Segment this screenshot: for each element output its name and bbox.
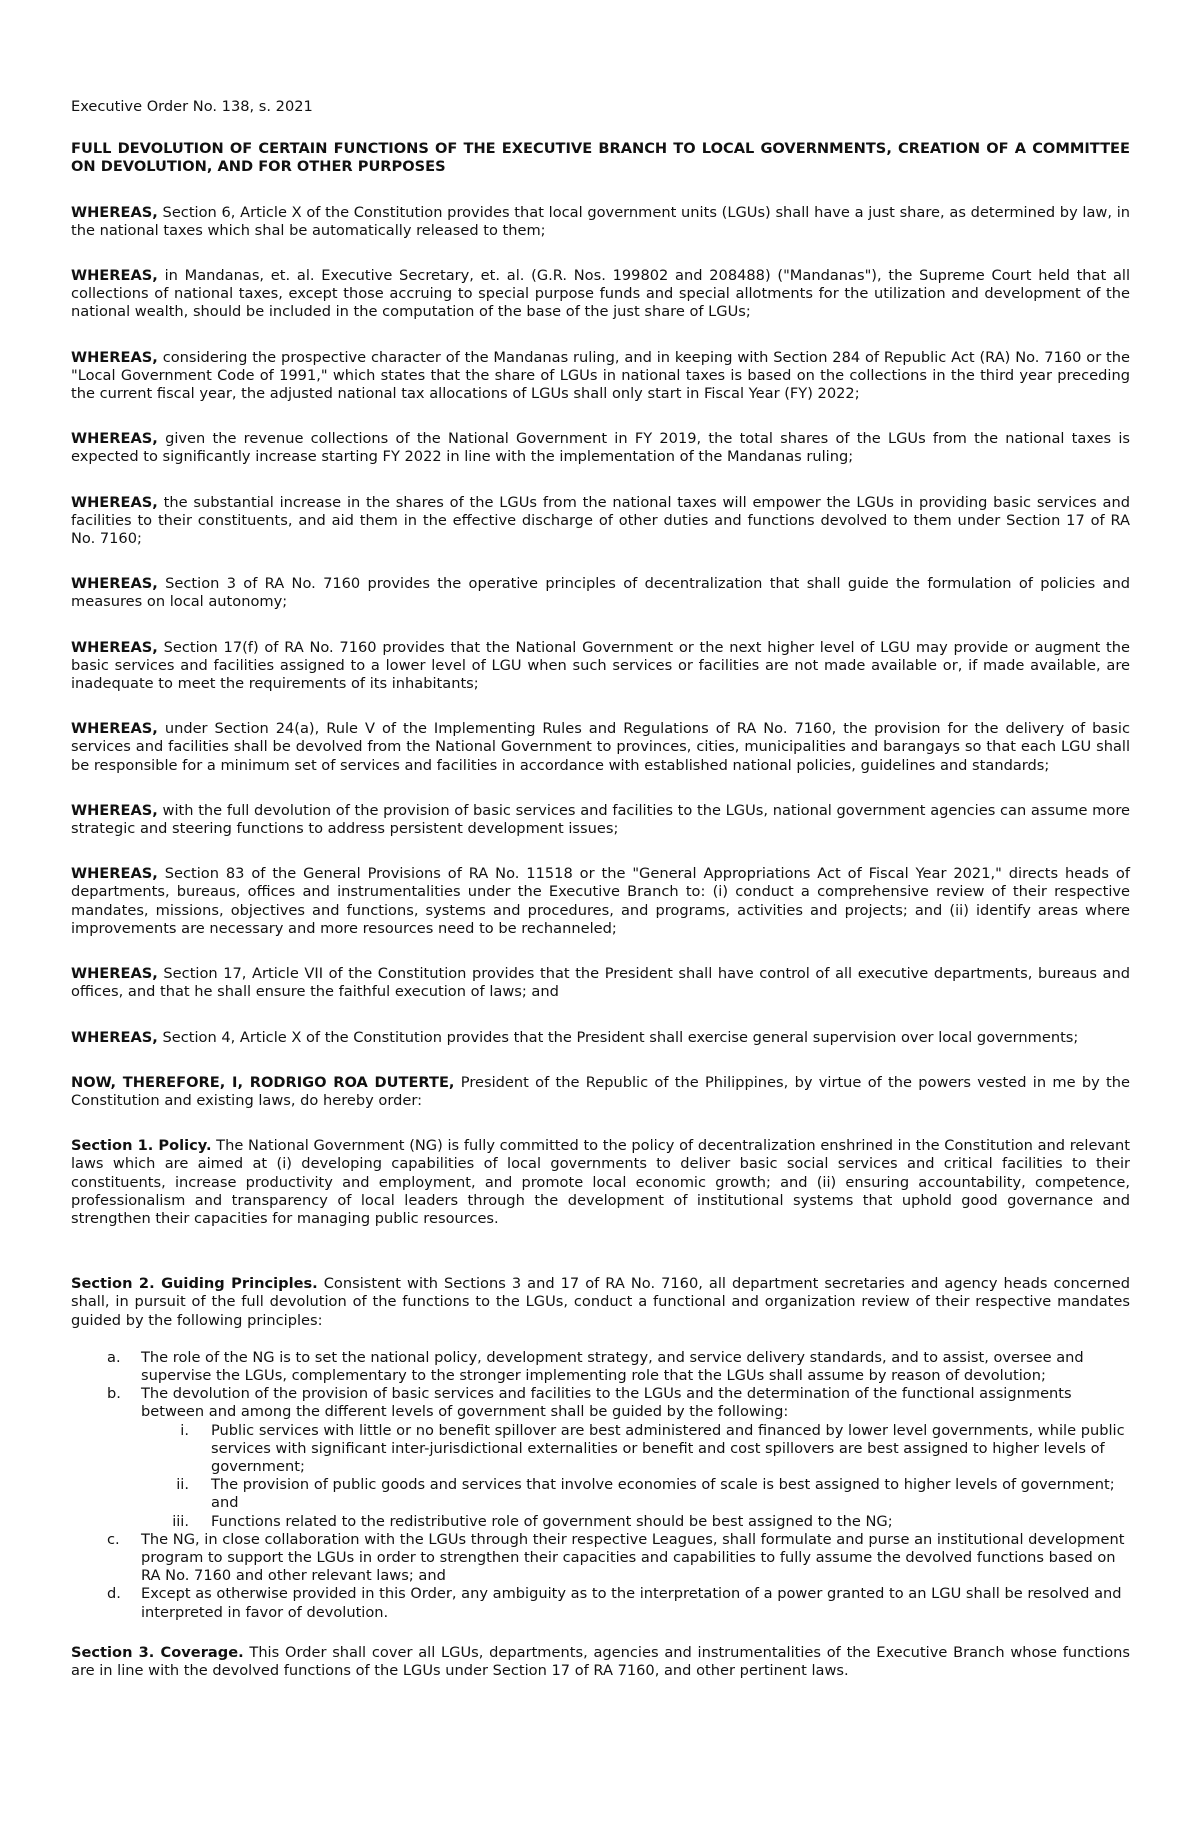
sub-list-marker: i. xyxy=(180,1421,189,1439)
list-item xyxy=(71,1585,1130,1621)
sub-list-item-text: Functions related to the redistributive role of government should be best assigned to the NG; xyxy=(211,1512,893,1530)
whereas-text: with the full devolution of the provision of basic services and facilities to the LGUs, national government agencies can assume more strategic and steering functions to address persistent development issues; xyxy=(71,801,1130,838)
sub-list-item xyxy=(141,1422,1130,1477)
whereas-clause xyxy=(71,494,1130,549)
list-item-text: The role of the NG is to set the national policy, development strategy, and service delivery standards, and to assist, oversee and supervise the LGUs, complementary to the stronger implementing role that the LGUs shall assume by reason of devolution; xyxy=(141,1348,1084,1384)
whereas-clause xyxy=(71,802,1130,838)
list-item-text: Except as otherwise provided in this Order, any ambiguity as to the interpretation of a power granted to an LGU shall be resolved and interpreted in favor of devolution. xyxy=(141,1585,1122,1621)
section-1-policy xyxy=(71,1137,1130,1228)
whereas-lead: WHEREAS, xyxy=(71,720,158,738)
whereas-lead: WHEREAS, xyxy=(71,965,158,983)
sub-list-item xyxy=(141,1476,1130,1512)
list-item xyxy=(71,1349,1130,1385)
section-1-heading: Section 1. Policy. xyxy=(71,1137,212,1155)
whereas-clause xyxy=(71,865,1130,938)
list-marker: d. xyxy=(107,1585,121,1603)
whereas-lead: WHEREAS, xyxy=(71,638,158,656)
section-2-text: Consistent with Sections 3 and 17 of RA No. 7160, all department secretaries and agency heads concerned shall, in pursuit of the full devolution of the functions to the LGUs, conduct a functional and organization review of their respective mandates guided by the following principles: xyxy=(71,1275,1130,1329)
whereas-text: in Mandanas, et. al. Executive Secretary, et. al. (G.R. Nos. 199802 and 208488) ("Mandanas"), the Supreme Court held that all collections of national taxes, except those accruing to special purpose funds and special allotments for the utilization and development of the national wealth, should be included in the computation of the base of the just share of LGUs; xyxy=(71,267,1130,321)
whereas-lead: WHEREAS, xyxy=(71,267,158,285)
whereas-lead: WHEREAS, xyxy=(71,493,158,511)
list-marker: c. xyxy=(107,1530,120,1548)
list-item xyxy=(71,1531,1130,1586)
whereas-clause xyxy=(71,349,1130,404)
whereas-clause xyxy=(71,639,1130,694)
now-therefore-clause xyxy=(71,1074,1130,1110)
principles-list xyxy=(71,1349,1130,1622)
sub-list-item-text: The provision of public goods and services that involve economies of scale is best assigned to higher levels of government; and xyxy=(211,1476,1115,1512)
list-item-text: The devolution of the provision of basic services and facilities to the LGUs and the determination of the functional assignments between and among the different levels of government shall be guided by the following: xyxy=(141,1385,1072,1421)
whereas-clause xyxy=(71,965,1130,1001)
sub-list-item xyxy=(141,1513,1130,1531)
section-3-heading: Section 3. Coverage. xyxy=(71,1643,244,1661)
whereas-text: given the revenue collections of the National Government in FY 2019, the total shares of the LGUs from the national taxes is expected to significantly increase starting FY 2022 in line with the implementation of the Mandanas ruling; xyxy=(71,430,1130,466)
whereas-clause xyxy=(71,204,1130,240)
whereas-text: the substantial increase in the shares of the LGUs from the national taxes will empower the LGUs in providing basic services and facilities to their constituents, and aid them in the effective discharge of other duties and functions devolved to them under Section 17 of RA No. 7160; xyxy=(71,493,1130,548)
section-3-coverage xyxy=(71,1644,1130,1680)
whereas-text: considering the prospective character of the Mandanas ruling, and in keeping with Section 284 of Republic Act (RA) No. 7160 or the "Local Government Code of 1991," which states that the share of LGUs in national taxes is based on the collections in the third year preceding the current fiscal year, the adjusted national tax allocations of LGUs shall only start in Fiscal Year (FY) 2022; xyxy=(71,348,1130,403)
sub-list-item-text: Public services with little or no benefit spillover are best administered and financed by lower level governments, while public services with significant inter-jurisdictional externalities or benefit and cost spillovers are best assigned to higher levels of government; xyxy=(211,1421,1125,1475)
section-3-text: This Order shall cover all LGUs, departments, agencies and instrumentalities of the Executive Branch whose functions are in line with the devolved functions of the LGUs under Section 17 of RA 7160, and other pertinent laws. xyxy=(71,1643,1130,1679)
now-therefore-text: President of the Republic of the Philippines, by virtue of the powers vested in me by the Constitution and existing laws, do hereby order: xyxy=(71,1073,1130,1109)
sub-list-marker: ii. xyxy=(176,1476,189,1494)
whereas-text: Section 17, Article VII of the Constitution provides that the President shall have control of all executive departments, bureaus and offices, and that he shall ensure the faithful execution of laws; and xyxy=(71,965,1130,1001)
document-title: FULL DEVOLUTION OF CERTAIN FUNCTIONS OF THE EXECUTIVE BRANCH TO LOCAL GOVERNMENTS, CREATION OF A COMMITTEE ON DEVOLUTION, AND FOR OTHER PURPOSES xyxy=(71,140,1130,176)
whereas-lead: WHEREAS, xyxy=(71,1028,158,1046)
now-therefore-lead: NOW, THEREFORE, I, RODRIGO ROA DUTERTE, xyxy=(71,1073,455,1091)
whereas-lead: WHEREAS, xyxy=(71,430,158,448)
whereas-text: Section 17(f) of RA No. 7160 provides that the National Government or the next higher level of LGU may provide or augment the basic services and facilities assigned to a lower level of LGU when such services or facilities are not made available or, if made available, are inadequate to meet the requirements of its inhabitants; xyxy=(71,638,1130,693)
whereas-clause xyxy=(71,267,1130,322)
whereas-text: Section 3 of RA No. 7160 provides the operative principles of decentralization that shall guide the formulation of policies and measures on local autonomy; xyxy=(71,575,1130,611)
whereas-lead: WHEREAS, xyxy=(71,348,158,366)
list-marker: b. xyxy=(107,1385,121,1403)
whereas-lead: WHEREAS, xyxy=(71,575,158,593)
order-number: Executive Order No. 138, s. 2021 xyxy=(71,98,313,115)
whereas-lead: WHEREAS, xyxy=(71,865,158,883)
section-2-guiding-principles xyxy=(71,1275,1130,1330)
list-marker: a. xyxy=(107,1348,121,1366)
whereas-lead: WHEREAS, xyxy=(71,203,158,221)
whereas-clause xyxy=(71,720,1130,775)
whereas-clause xyxy=(71,430,1130,466)
whereas-text: Section 6, Article X of the Constitution provides that local government units (LGUs) shall have a just share, as determined by law, in the national taxes which shal be automatically released to them; xyxy=(71,203,1130,239)
whereas-text: Section 83 of the General Provisions of RA No. 11518 or the "General Appropriations Act of Fiscal Year 2021," directs heads of departments, bureaus, offices and instrumentalities under the Executive Branch to: (i) conduct a comprehensive review of their respective mandates, missions, objectives and functions, systems and procedures, and programs, activities and projects; and (ii) identify areas where improvements are necessary and more resources need to be rechanneled; xyxy=(71,865,1130,937)
whereas-clause xyxy=(71,1029,1130,1047)
section-1-text: The National Government (NG) is fully committed to the policy of decentralization enshrined in the Constitution and relevant laws which are aimed at (i) developing capabilities of local governments to deliver basic social services and critical facilities to their constituents, increase productivity and employment, and promote local economic growth; and (ii) ensuring accountability, competence, professionalism and transparency of local leaders through the development of institutional systems that uphold good governance and strengthen their capacities for managing public resources. xyxy=(71,1137,1130,1227)
whereas-text: under Section 24(a), Rule V of the Implementing Rules and Regulations of RA No. 7160, the provision for the delivery of basic services and facilities shall be devolved from the National Government to provinces, cities, municipalities and barangays so that each LGU shall be responsible for a minimum set of services and facilities in accordance with established national policies, guidelines and standards; xyxy=(71,720,1130,774)
section-2-heading: Section 2. Guiding Principles. xyxy=(71,1275,318,1293)
whereas-clause xyxy=(71,575,1130,611)
whereas-text: Section 4, Article X of the Constitution provides that the President shall exercise general supervision over local governments; xyxy=(157,1028,1079,1046)
list-item xyxy=(71,1385,1130,1531)
sub-principles-list xyxy=(141,1422,1130,1531)
sub-list-marker: iii. xyxy=(172,1512,189,1530)
list-item-text: The NG, in close collaboration with the LGUs through their respective Leagues, shall formulate and purse an institutional development program to support the LGUs in order to strengthen their capacities and capabilities to fully assume the devolved functions based on RA No. 7160 and other relevant laws; and xyxy=(141,1530,1125,1585)
whereas-lead: WHEREAS, xyxy=(71,801,158,819)
